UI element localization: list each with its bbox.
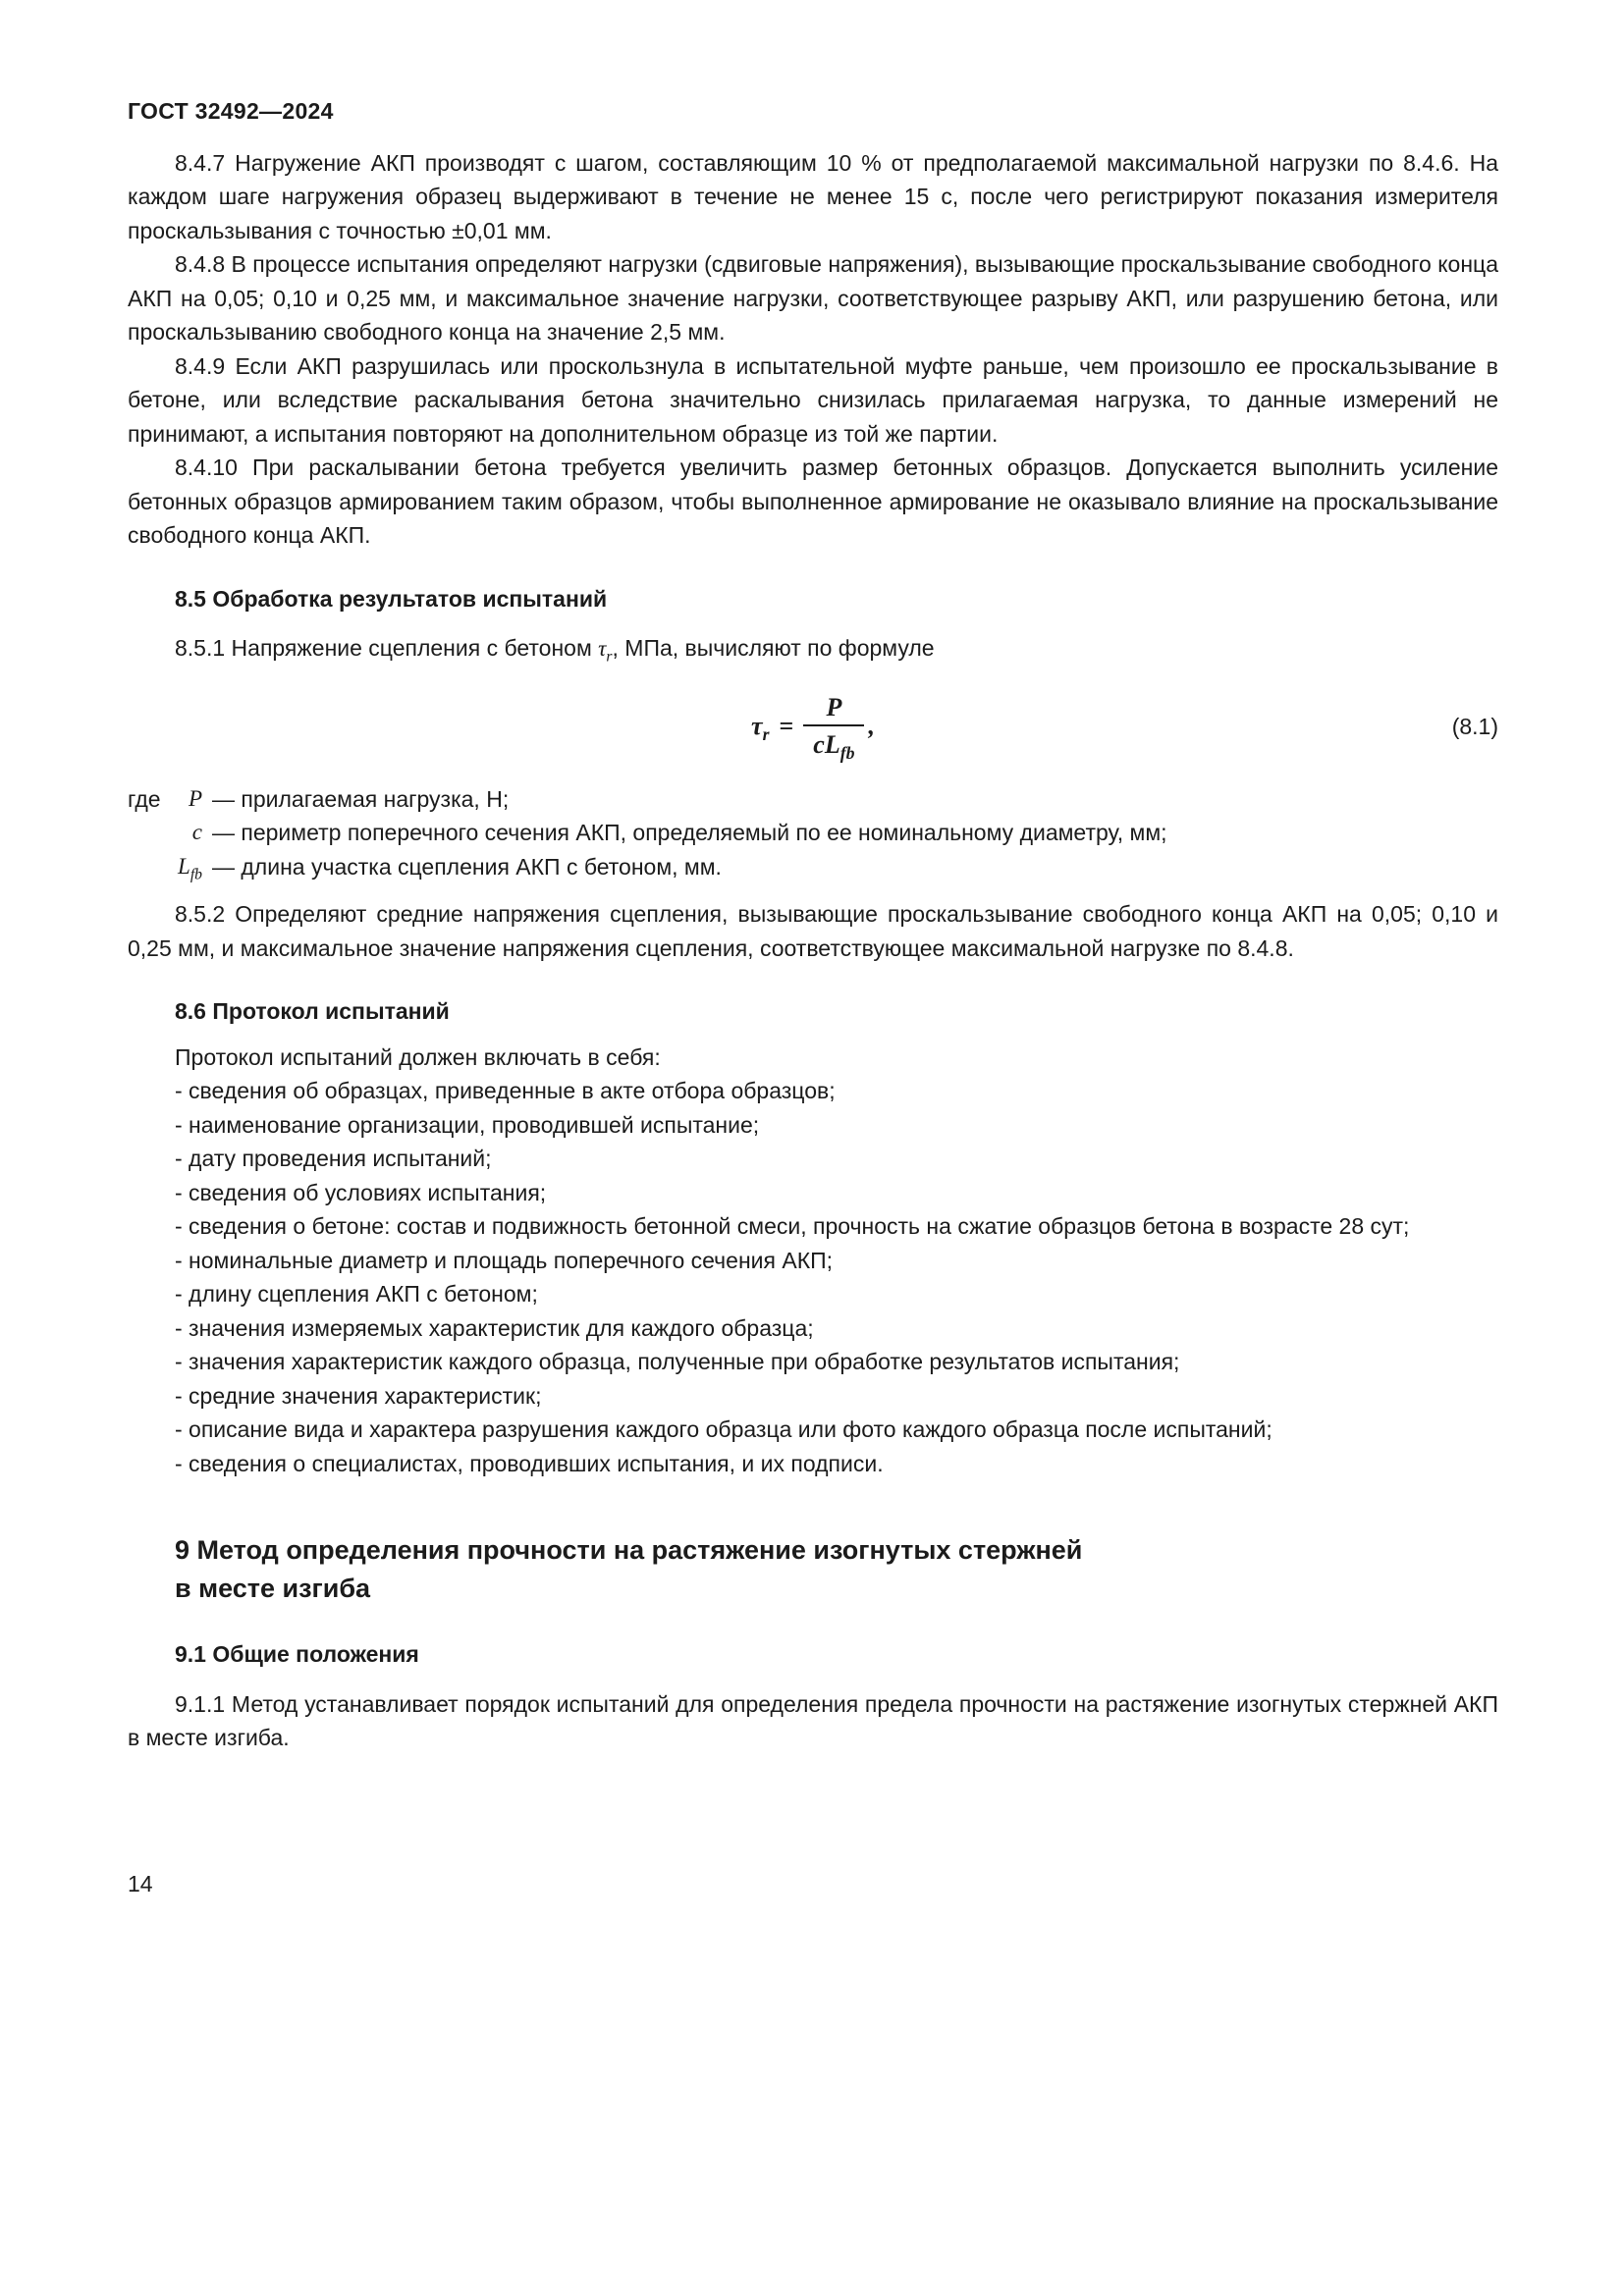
protocol-list-item: - номинальные диаметр и площадь поперечного сечения АКП; xyxy=(175,1247,834,1273)
paragraph-8-5-1-text-after: , МПа, вычисляют по формуле xyxy=(612,635,935,661)
paragraph-8-5-2: 8.5.2 Определяют средние напряжения сцепления, вызывающие проскальзывание свободного конца АКП на 0,05; 0,10 и 0,25 мм, и максимальное значение напряжения сцепления, соответствующее максимальной нагрузке по 8.4.8. xyxy=(128,901,1498,961)
heading-9-line-1: 9 Метод определения прочности на растяжение изогнутых стержней xyxy=(175,1535,1083,1565)
paragraph-8-5-1 xyxy=(128,631,1498,667)
legend-desc-Lfb: — длина участка сцепления АКП с бетоном, мм. xyxy=(212,853,722,880)
formula-fraction xyxy=(803,692,864,764)
legend-term-c: c xyxy=(191,820,202,844)
paragraph-9-1-1: 9.1.1 Метод устанавливает порядок испытаний для определения предела прочности на растяжение изогнутых стержней АКП в месте изгиба. xyxy=(128,1690,1498,1751)
page-number: 14 xyxy=(128,1871,153,1896)
protocol-list-item: - сведения о бетоне: состав и подвижность бетонной смеси, прочность на сжатие образцов бетона в возрасте 28 сут; xyxy=(175,1213,1410,1239)
fraction-denominator: $cL_{fb}$ xyxy=(803,724,864,760)
legend-term-P: P xyxy=(188,785,202,811)
formula-comma: , xyxy=(868,712,875,740)
document-code-header: ГОСТ 32492—2024 xyxy=(128,98,334,124)
fraction-numerator: P xyxy=(826,692,842,721)
protocol-list-item: - наименование организации, проводившей испытание; xyxy=(175,1111,760,1138)
protocol-list-item: - дату проведения испытаний; xyxy=(175,1146,492,1171)
heading-9 xyxy=(128,1531,1498,1608)
heading-8-5: 8.5 Обработка результатов испытаний xyxy=(175,585,608,612)
protocol-list-item: - сведения о специалистах, проводивших испытания, и их подписи. xyxy=(175,1450,884,1476)
protocol-list-item: - сведения об условиях испытания; xyxy=(175,1179,547,1205)
legend-desc-P: — прилагаемая нагрузка, Н; xyxy=(212,785,510,812)
tau-symbol: $\tau_r$ xyxy=(598,636,613,666)
formula-lhs: $\tau_r$ xyxy=(751,712,770,745)
equation-number: (8.1) xyxy=(1451,713,1498,739)
legend-desc-c: — периметр поперечного сечения АКП, определяемый по ее номинальному диаметру, мм; xyxy=(212,820,1167,845)
paragraph-8-4-9: 8.4.9 Если АКП разрушилась или проскользнула в испытательной муфте раньше, чем произошло ее проскальзывание в бетоне, или вследствие раскалывания бетона значительно снизилась прилагаемая нагрузка, то данные измерений не принимают, а испытания повторяют на дополнительном образце из той же партии. xyxy=(128,352,1498,447)
paragraph-8-5-1-text: 8.5.1 Напряжение сцепления с бетоном xyxy=(175,635,599,661)
legend-term-Lfb: $L_{fb}$ xyxy=(178,853,202,883)
protocol-list-item: - значения измеряемых характеристик для каждого образца; xyxy=(175,1314,814,1341)
formula-8-1 xyxy=(751,692,875,764)
heading-9-line-2: в месте изгиба xyxy=(175,1574,371,1604)
legend-row-P xyxy=(128,782,1498,817)
heading-9-1: 9.1 Общие положения xyxy=(175,1641,419,1668)
paragraph-8-4-10: 8.4.10 При раскалывании бетона требуется увеличить размер бетонных образцов. Допускается выполнить усиление бетонных образцов армированием таким образом, чтобы выполненное армирование не оказывало влияние на проскальзывание свободного конца АКП. xyxy=(128,454,1498,548)
protocol-list-item: - средние значения характеристик; xyxy=(175,1382,542,1409)
legend-row-c xyxy=(128,816,1498,850)
protocol-list-item: - значения характеристик каждого образца, полученные при обработке результатов испытания; xyxy=(175,1349,1180,1374)
protocol-list-item: - описание вида и характера разрушения каждого образца или фото каждого образца после испытаний; xyxy=(175,1416,1272,1442)
protocol-list-item: - длину сцепления АКП с бетоном; xyxy=(175,1281,538,1307)
protocol-intro: Протокол испытаний должен включать в себя: xyxy=(175,1043,661,1070)
protocol-list-item: - сведения об образцах, приведенные в акте отбора образцов; xyxy=(175,1078,836,1103)
legend-where-label: где xyxy=(128,785,161,812)
formula-legend xyxy=(128,782,1498,884)
heading-8-6: 8.6 Протокол испытаний xyxy=(175,998,450,1024)
equals-sign: = xyxy=(779,712,794,740)
paragraph-8-4-8: 8.4.8 В процессе испытания определяют нагрузки (сдвиговые напряжения), вызывающие проскальзывание свободного конца АКП на 0,05; 0,10 и 0,25 мм, и максимальное значение нагрузки, соответствующее разрыву АКП, или разрушению бетона, или проскальзыванию свободного конца на значение 2,5 мм. xyxy=(128,251,1498,345)
legend-row-Lfb xyxy=(128,850,1498,884)
formula-8-1-block xyxy=(128,684,1498,769)
paragraph-8-4-7: 8.4.7 Нагружение АКП производят с шагом, составляющим 10 % от предполагаемой максимальной нагрузки по 8.4.6. На каждом шаге нагружения образец выдерживают в течение не менее 15 с, после чего регистрируют показания измерителя проскальзывания с точностью ±0,01 мм. xyxy=(128,149,1498,243)
